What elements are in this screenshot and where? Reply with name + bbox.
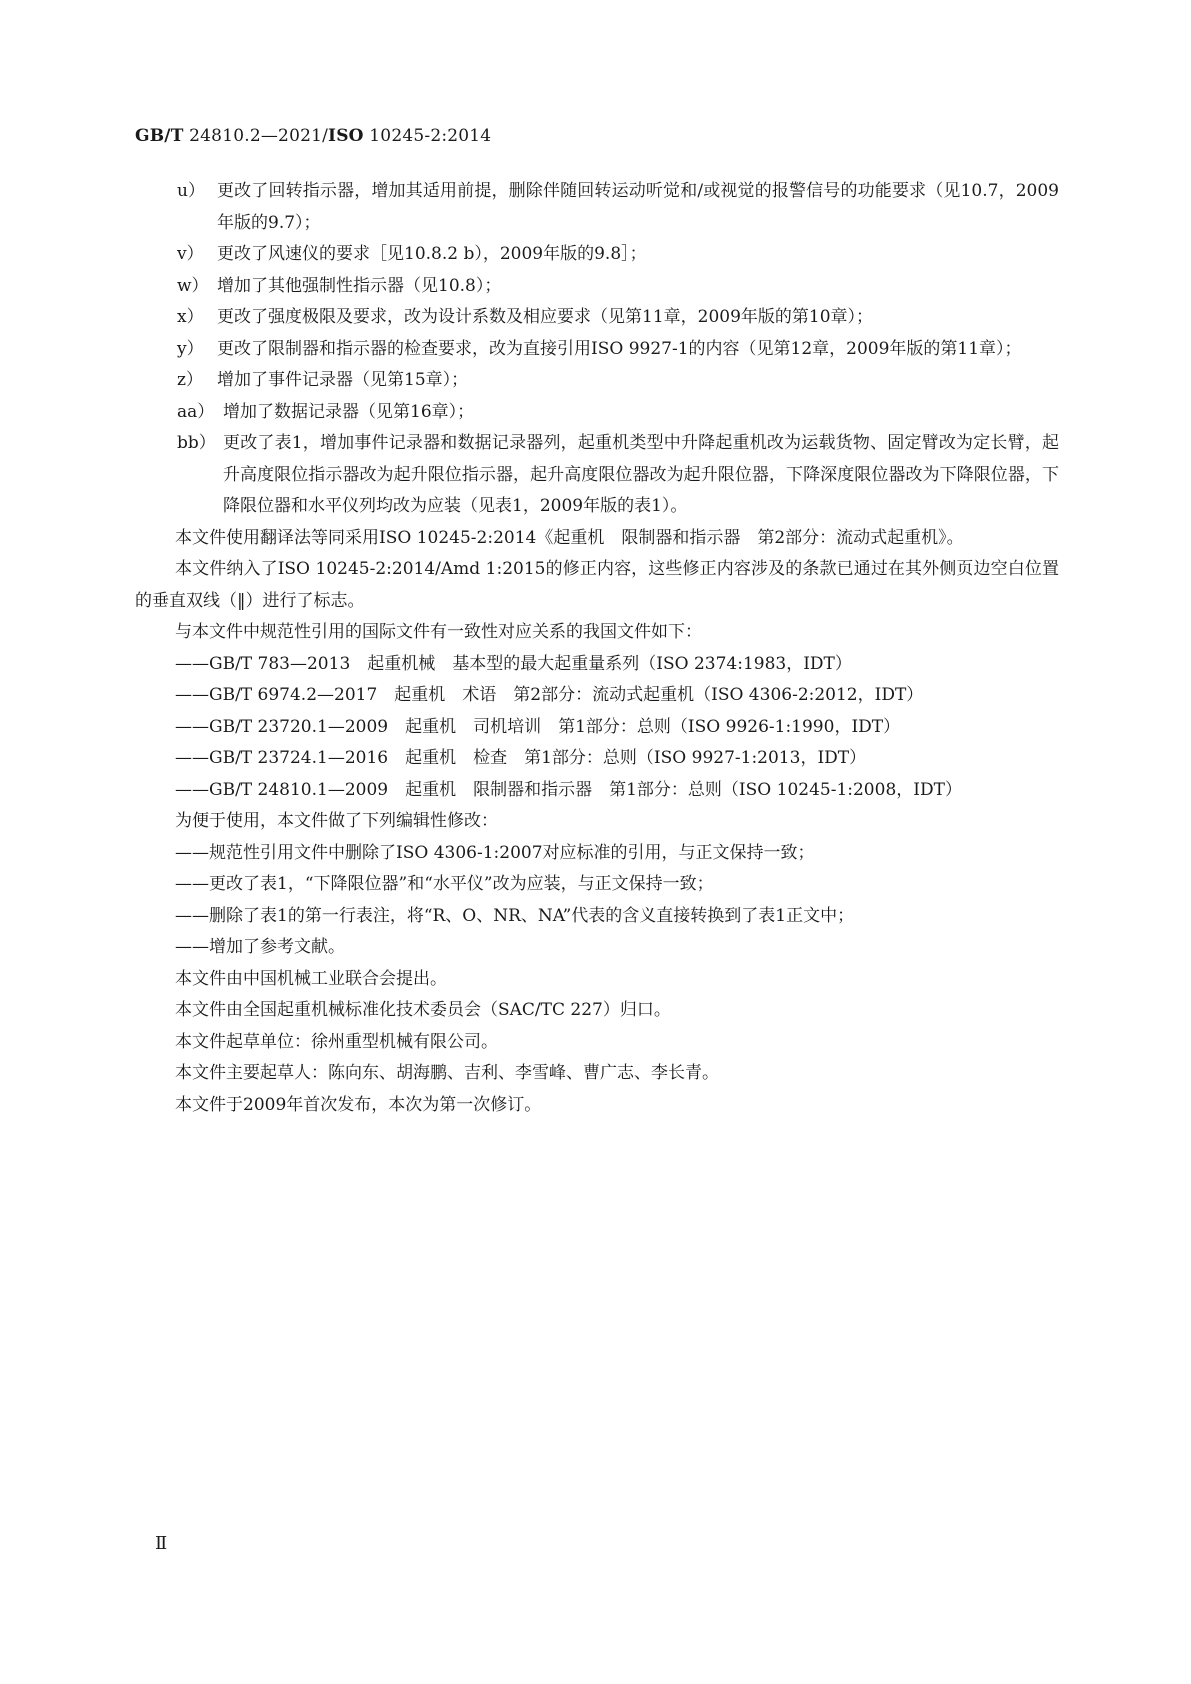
editorial-item: ——更改了表1，“下降限位器”和“水平仪”改为应装，与正文保持一致；	[175, 874, 714, 894]
change-marker: z）	[177, 370, 203, 390]
editorial-item: ——删除了表1的第一行表注，将“R、O、NR、NA”代表的含义直接转换到了表1正文中；	[175, 905, 855, 926]
change-item-y	[135, 334, 1059, 366]
change-text: 增加了数据记录器（见第16章）；	[223, 401, 475, 422]
change-text: 增加了事件记录器（见第15章）；	[217, 370, 469, 390]
change-text: 更改了回转指示器，增加其适用前提，删除伴随回转运动听觉和/或视觉的报警信号的功能要求（见10.7，2009年版的9.7）；	[217, 181, 1059, 233]
change-item-w	[135, 271, 1059, 303]
page-number: Ⅱ	[155, 1533, 168, 1554]
change-text: 更改了表1，增加事件记录器和数据记录器列，起重机类型中升降起重机改为运载货物、固定臂改为定长臂，起升高度限位指示器改为起升限位指示器，起升高度限位器改为起升限位器，下降深度限位器改为下降限位器，下降限位器和水平仪列均改为应装（见表1，2009年版的表1）。	[223, 433, 1059, 516]
correspondence-item: ——GB/T 23724.1—2016 起重机 检查 第1部分：总则（ISO 9927-1:2013，IDT）	[175, 748, 867, 768]
document-header	[135, 126, 491, 146]
change-marker: w）	[177, 275, 209, 296]
correspondence-item: ——GB/T 783—2013 起重机械 基本型的最大起重量系列（ISO 2374:1983，IDT）	[175, 653, 852, 674]
amendment-paragraph: 本文件纳入了ISO 10245-2:2014/Amd 1:2015的修正内容，这些修正内容涉及的条款已通过在其外侧页边空白位置的垂直双线（‖）进行了标志。	[135, 559, 1059, 611]
change-item-u	[135, 176, 1059, 239]
closing-line-drafters: 本文件主要起草人：陈向东、胡海鹏、吉利、李雪峰、曹广志、李长青。	[175, 1063, 719, 1083]
change-marker: bb）	[177, 433, 216, 453]
change-marker: aa）	[177, 401, 215, 422]
header-code-bold-2: ISO	[328, 126, 364, 146]
closing-line-drafting-unit: 本文件起草单位：徐州重型机械有限公司。	[175, 1031, 498, 1052]
editorial-item: ——增加了参考文献。	[175, 937, 345, 957]
correspondence-intro: 与本文件中规范性引用的国际文件有一致性对应关系的我国文件如下：	[175, 622, 702, 642]
change-marker: y）	[177, 338, 204, 359]
change-text: 增加了其他强制性指示器（见10.8）；	[217, 275, 502, 296]
change-marker: u）	[177, 181, 205, 201]
header-code-1: 24810.2—2021/	[183, 126, 329, 146]
change-marker: x）	[177, 307, 204, 327]
header-code-2: 10245-2:2014	[363, 126, 492, 146]
change-marker: v）	[177, 244, 204, 264]
editorial-item: ——规范性引用文件中删除了ISO 4306-1:2007对应标准的引用，与正文保持一致；	[175, 842, 815, 863]
closing-line-history: 本文件于2009年首次发布，本次为第一次修订。	[175, 1094, 542, 1115]
change-text: 更改了强度极限及要求，改为设计系数及相应要求（见第11章，2009年版的第10章）；	[217, 307, 874, 327]
change-item-v	[135, 239, 1059, 271]
change-item-aa	[135, 397, 1059, 429]
change-item-z	[135, 365, 1059, 397]
closing-line-committee: 本文件由全国起重机械标准化技术委员会（SAC/TC 227）归口。	[175, 1000, 671, 1020]
change-item-x	[135, 302, 1059, 334]
change-item-bb	[135, 428, 1059, 523]
correspondence-item: ——GB/T 24810.1—2009 起重机 限制器和指示器 第1部分：总则（ISO 10245-1:2008，IDT）	[175, 779, 962, 800]
correspondence-item: ——GB/T 6974.2—2017 起重机 术语 第2部分：流动式起重机（ISO 4306-2:2012，IDT）	[175, 685, 924, 705]
document-body	[135, 176, 1059, 1121]
adoption-paragraph: 本文件使用翻译法等同采用ISO 10245-2:2014《起重机 限制器和指示器 第2部分：流动式起重机》。	[175, 527, 964, 548]
header-code-bold-1: GB/T	[135, 126, 184, 146]
change-text: 更改了限制器和指示器的检查要求，改为直接引用ISO 9927-1的内容（见第12章，2009年版的第11章）；	[217, 338, 1022, 359]
correspondence-item: ——GB/T 23720.1—2009 起重机 司机培训 第1部分：总则（ISO 9926-1:1990，IDT）	[175, 716, 901, 737]
editorial-intro: 为便于使用，本文件做了下列编辑性修改：	[175, 811, 498, 831]
change-text: 更改了风速仪的要求［见10.8.2 b），2009年版的9.8］；	[217, 244, 647, 264]
closing-line-proposer: 本文件由中国机械工业联合会提出。	[175, 968, 447, 989]
